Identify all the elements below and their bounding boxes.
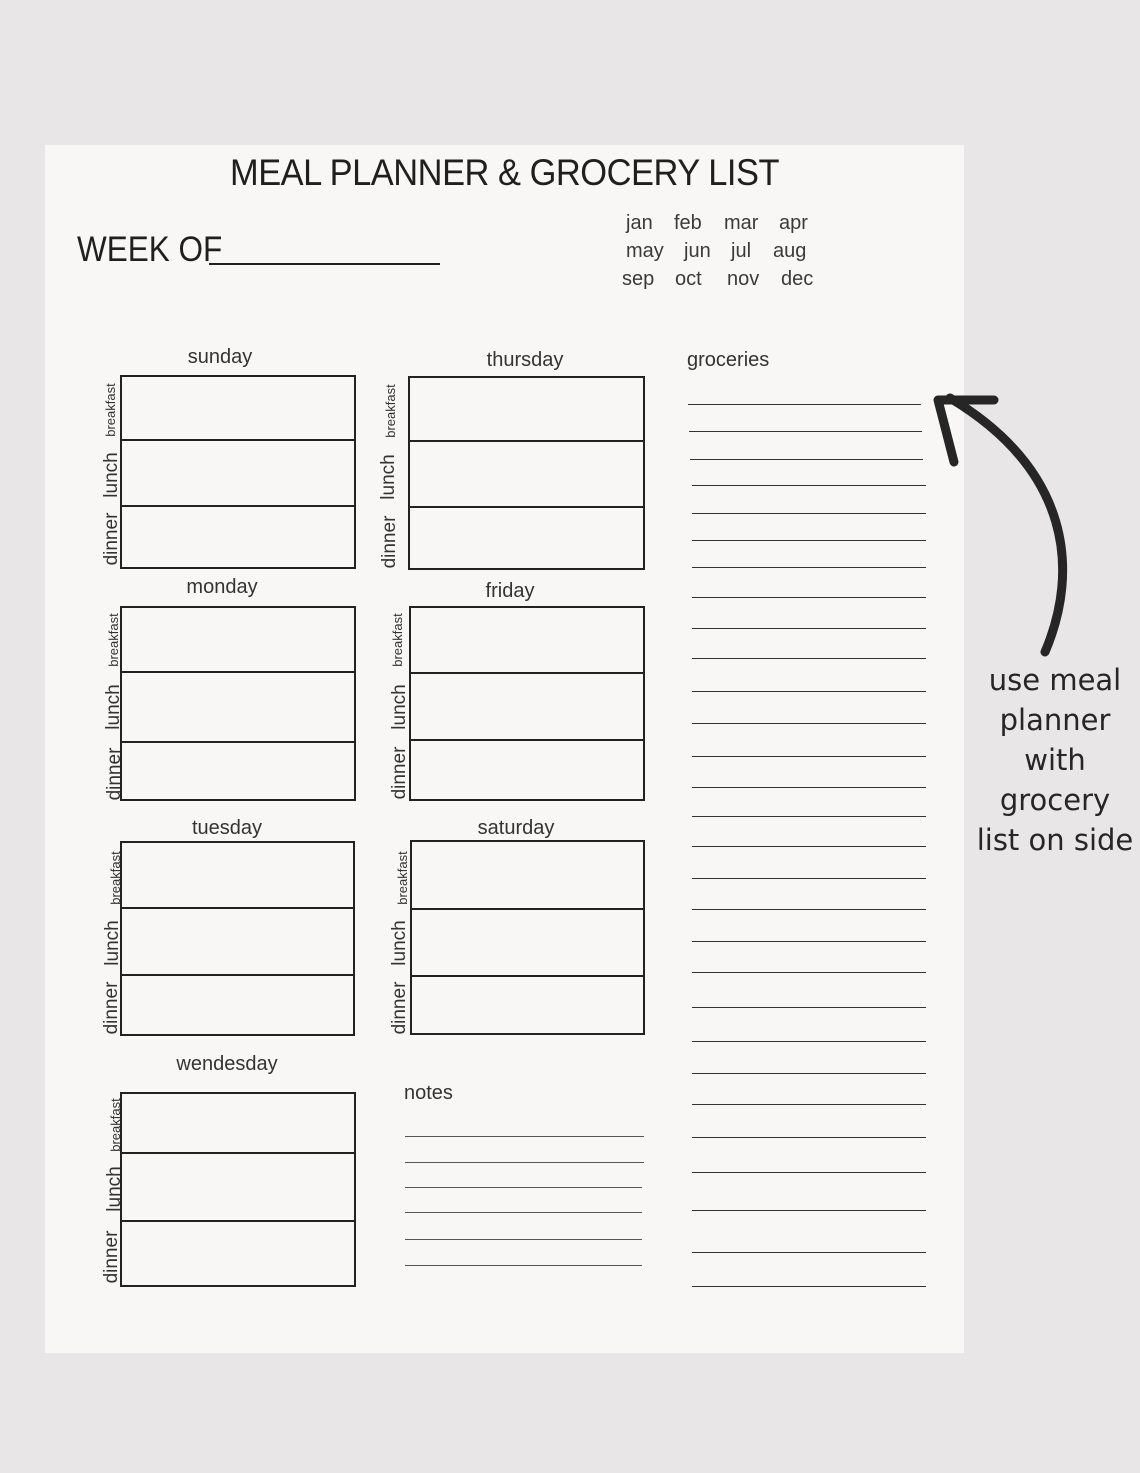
grocery-line[interactable] bbox=[692, 1252, 926, 1253]
grocery-line[interactable] bbox=[689, 431, 922, 432]
day-label-saturday: saturday bbox=[477, 817, 555, 839]
meal-label-lunch: lunch bbox=[102, 920, 123, 966]
meal-label-dinner: dinner bbox=[104, 747, 125, 801]
meal-label-breakfast: breakfast bbox=[106, 613, 121, 667]
day-box-saturday[interactable] bbox=[410, 840, 645, 1035]
day-label-tuesday: tuesday bbox=[191, 817, 263, 839]
week-of-label: WEEK OF bbox=[77, 230, 223, 269]
day-label-thursday: thursday bbox=[486, 349, 564, 371]
meal-label-lunch: lunch bbox=[103, 684, 124, 730]
meal-label-dinner: dinner bbox=[101, 512, 122, 566]
meal-label-lunch: lunch bbox=[389, 920, 410, 966]
day-label-wendesday: wendesday bbox=[176, 1053, 278, 1075]
month-aug: aug bbox=[773, 240, 807, 262]
notes-label: notes bbox=[404, 1082, 453, 1104]
side-note-line: planner bbox=[999, 703, 1111, 737]
month-may: may bbox=[626, 240, 664, 262]
notes-line[interactable] bbox=[405, 1265, 642, 1266]
grocery-line[interactable] bbox=[692, 658, 926, 659]
grocery-line[interactable] bbox=[692, 691, 926, 692]
curved-arrow-icon bbox=[920, 380, 1090, 670]
meal-label-dinner: dinner bbox=[389, 746, 410, 800]
grocery-line[interactable] bbox=[690, 459, 923, 460]
side-note-line: list on side bbox=[976, 823, 1134, 857]
grocery-line[interactable] bbox=[692, 540, 926, 541]
grocery-line[interactable] bbox=[692, 941, 926, 942]
meal-label-lunch: lunch bbox=[101, 452, 122, 498]
day-label-friday: friday bbox=[485, 580, 535, 602]
week-of-line bbox=[209, 263, 440, 265]
month-oct: oct bbox=[675, 268, 702, 290]
meal-label-lunch: lunch bbox=[378, 454, 399, 500]
day-box-tuesday[interactable] bbox=[120, 841, 355, 1036]
grocery-line[interactable] bbox=[692, 1007, 926, 1008]
meal-label-breakfast: breakfast bbox=[383, 384, 398, 438]
day-box-friday[interactable] bbox=[409, 606, 645, 801]
grocery-line[interactable] bbox=[692, 1073, 926, 1074]
side-note bbox=[970, 660, 1140, 860]
page-title: MEAL PLANNER & GROCERY LIST bbox=[229, 152, 780, 193]
grocery-line[interactable] bbox=[692, 846, 926, 847]
day-box-thursday[interactable] bbox=[408, 376, 645, 570]
side-note-line: grocery bbox=[999, 783, 1111, 817]
grocery-line[interactable] bbox=[692, 909, 926, 910]
grocery-line[interactable] bbox=[692, 1286, 926, 1287]
side-note-line: use meal bbox=[988, 663, 1122, 697]
grocery-line[interactable] bbox=[692, 567, 926, 568]
grocery-line[interactable] bbox=[692, 1104, 926, 1105]
side-note-line: with bbox=[1024, 743, 1086, 777]
notes-line[interactable] bbox=[405, 1212, 642, 1213]
grocery-line[interactable] bbox=[692, 756, 926, 757]
grocery-line[interactable] bbox=[692, 723, 926, 724]
grocery-line[interactable] bbox=[692, 1172, 926, 1173]
month-sep: sep bbox=[622, 268, 655, 290]
month-apr: apr bbox=[779, 212, 808, 234]
meal-label-breakfast: breakfast bbox=[108, 1098, 123, 1152]
grocery-line[interactable] bbox=[692, 513, 926, 514]
meal-label-breakfast: breakfast bbox=[390, 613, 405, 667]
month-feb: feb bbox=[674, 212, 702, 234]
grocery-line[interactable] bbox=[692, 485, 926, 486]
month-jul: jul bbox=[731, 240, 752, 262]
notes-line[interactable] bbox=[405, 1239, 642, 1240]
grocery-line[interactable] bbox=[692, 1137, 926, 1138]
grocery-line[interactable] bbox=[692, 628, 926, 629]
meal-label-dinner: dinner bbox=[379, 515, 400, 569]
notes-line[interactable] bbox=[405, 1187, 642, 1188]
meal-label-lunch: lunch bbox=[104, 1166, 125, 1212]
grocery-line[interactable] bbox=[692, 787, 926, 788]
day-label-monday: monday bbox=[186, 576, 258, 598]
notes-line[interactable] bbox=[405, 1136, 644, 1137]
meal-label-dinner: dinner bbox=[101, 1230, 122, 1284]
day-box-wendesday[interactable] bbox=[120, 1092, 356, 1287]
day-box-sunday[interactable] bbox=[120, 375, 356, 569]
grocery-line[interactable] bbox=[692, 878, 926, 879]
meal-label-dinner: dinner bbox=[389, 981, 410, 1035]
notes-line[interactable] bbox=[405, 1162, 644, 1163]
month-nov: nov bbox=[727, 268, 760, 290]
grocery-line[interactable] bbox=[692, 597, 926, 598]
grocery-line[interactable] bbox=[688, 404, 921, 405]
meal-label-lunch: lunch bbox=[389, 684, 410, 730]
grocery-line[interactable] bbox=[692, 972, 926, 973]
groceries-label: groceries bbox=[687, 349, 770, 371]
month-jan: jan bbox=[626, 212, 653, 234]
month-jun: jun bbox=[684, 240, 711, 262]
grocery-line[interactable] bbox=[692, 816, 926, 817]
month-mar: mar bbox=[724, 212, 759, 234]
day-label-sunday: sunday bbox=[187, 346, 253, 368]
meal-label-dinner: dinner bbox=[101, 981, 122, 1035]
day-box-monday[interactable] bbox=[120, 606, 356, 801]
month-dec: dec bbox=[781, 268, 814, 290]
grocery-line[interactable] bbox=[692, 1041, 926, 1042]
grocery-line[interactable] bbox=[692, 1210, 926, 1211]
meal-label-breakfast: breakfast bbox=[108, 851, 123, 905]
meal-label-breakfast: breakfast bbox=[395, 851, 410, 905]
meal-label-breakfast: breakfast bbox=[103, 383, 118, 437]
